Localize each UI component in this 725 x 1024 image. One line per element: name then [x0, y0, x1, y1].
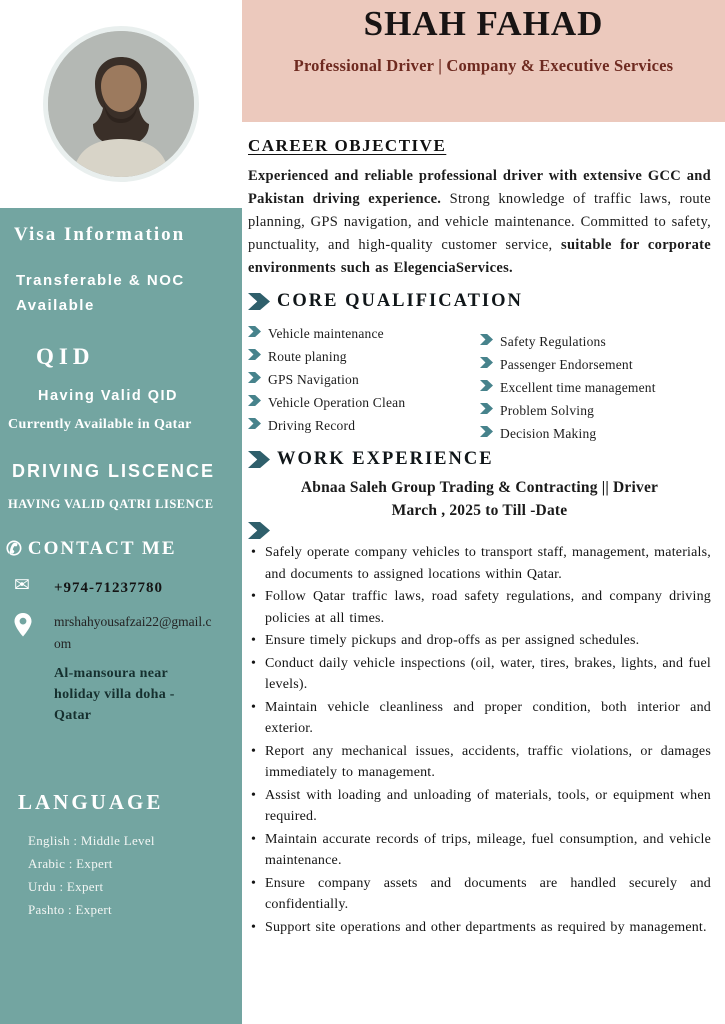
language-item: Arabic : Expert	[28, 856, 113, 871]
experience-bullet: • Assist with loading and unloading of materials, tools, or equipment when required.	[248, 785, 711, 828]
experience-bullet: • Report any mechanical issues, accidents, traffic violations, or damages immediately to management.	[248, 741, 711, 784]
core-left-column	[248, 322, 480, 445]
bullet-arrow-icon	[480, 357, 493, 368]
photo-box	[0, 0, 242, 208]
bullet-arrow-icon	[480, 426, 493, 437]
language-item: Urdu : Expert	[28, 879, 104, 894]
core-item-label: Route planing	[268, 349, 347, 364]
license-value: HAVING VALID QATRI LISENCE	[8, 497, 214, 511]
availability-note: Currently Available in Qatar	[8, 417, 192, 432]
person-subtitle: Professional Driver | Company & Executive Services	[293, 56, 674, 75]
bullet-arrow-icon	[480, 334, 493, 345]
email-address: mrshahyousafzai22@gmail.com	[54, 614, 212, 651]
core-right-column	[480, 322, 711, 445]
core-item	[248, 368, 480, 391]
core-item	[480, 353, 711, 376]
header	[242, 0, 725, 122]
visa-value: Transferable & NOC Available	[16, 272, 185, 314]
section-arrow-icon	[248, 293, 270, 310]
visa-section-title: Visa Information	[14, 224, 186, 245]
core-item-label: Driving Record	[268, 418, 356, 433]
language-section-title: LANGUAGE	[18, 790, 164, 814]
career-objective-text	[248, 165, 711, 280]
experience-bullet: • Follow Qatar traffic laws, road safety regulations, and company driving policies at all times.	[248, 586, 711, 629]
email-row	[0, 611, 242, 655]
qid-section-title: QID	[36, 344, 95, 369]
experience-bullet: • Safely operate company vehicles to transport staff, management, materials, and documents to assigned locations within Qatar.	[248, 542, 711, 585]
contact-section-title	[0, 538, 242, 560]
section-arrow-icon	[248, 522, 270, 539]
core-item	[248, 414, 480, 437]
license-section-title: DRIVING LISCENCE	[12, 461, 216, 481]
core-qualification-list	[248, 322, 711, 445]
phone-row	[0, 574, 242, 597]
experience-bullet: • Support site operations and other departments as required by management.	[248, 917, 711, 939]
experience-bullet: • Maintain vehicle cleanliness and proper condition, both interior and exterior.	[248, 697, 711, 740]
address: Al-mansoura near holiday villa doha -Qatar	[54, 666, 175, 723]
objective-body: Strong knowledge of traffic laws, route planning, GPS navigation, and vehicle maintenance. Committed to safety, punctuality, and high-quality customer service,	[248, 191, 711, 253]
main-content	[242, 122, 725, 1024]
experience-bullet: • Ensure company assets and documents are handled securely and confidentially.	[248, 873, 711, 916]
core-item-label: Problem Solving	[500, 403, 595, 418]
experience-bullet: • Conduct daily vehicle inspections (oil, water, tires, brakes, lights, and fuel levels).	[248, 653, 711, 696]
bullet-arrow-icon	[248, 326, 261, 337]
language-list	[0, 829, 242, 921]
objective-lead: Experienced and reliable professional driver with extensive GCC and Pakistan driving experience.	[248, 168, 711, 207]
experience-arrow-row	[248, 522, 711, 540]
core-qualification-heading	[248, 291, 711, 312]
contact-title-label: CONTACT ME	[27, 538, 177, 559]
objective-tail: suitable for corporate environments such as ElegenciaServices.	[248, 237, 711, 276]
core-item-label: Vehicle Operation Clean	[268, 395, 406, 410]
core-item	[248, 391, 480, 414]
phone-number: +974-71237780	[54, 580, 164, 596]
bullet-arrow-icon	[248, 395, 261, 406]
person-name: SHAH FAHAD	[363, 4, 604, 43]
bullet-arrow-icon	[248, 372, 261, 383]
bullet-arrow-icon	[480, 380, 493, 391]
phone-icon: ✆	[6, 538, 24, 560]
qid-value: Having Valid QID	[38, 388, 179, 404]
core-item-label: Passenger Endorsement	[500, 357, 633, 372]
sidebar-content	[0, 208, 242, 921]
core-item-label: Excellent time management	[500, 380, 656, 395]
experience-company: Abnaa Saleh Group Trading & Contracting || Driver	[300, 479, 659, 496]
experience-bullet: • Maintain accurate records of trips, mileage, fuel consumption, and vehicle maintenance.	[248, 829, 711, 872]
career-objective-title: CAREER OBJECTIVE	[248, 136, 447, 155]
core-item	[248, 345, 480, 368]
envelope-icon: ✉	[14, 575, 30, 596]
profile-photo	[43, 26, 199, 182]
core-item	[480, 399, 711, 422]
work-experience-title: WORK EXPERIENCE	[277, 449, 494, 469]
bullet-arrow-icon	[248, 418, 261, 429]
core-item	[480, 422, 711, 445]
bullet-arrow-icon	[480, 403, 493, 414]
language-item: Pashto : Expert	[28, 902, 112, 917]
bullet-arrow-icon	[248, 349, 261, 360]
location-pin-icon	[14, 611, 54, 655]
core-item-label: Decision Making	[500, 426, 597, 441]
core-item-label: Vehicle maintenance	[268, 326, 384, 341]
core-item-label: Safety Regulations	[500, 334, 606, 349]
work-experience-heading	[248, 449, 711, 470]
core-item-label: GPS Navigation	[268, 372, 359, 387]
experience-bullet-list	[248, 542, 711, 938]
experience-bullet: • Ensure timely pickups and drop-offs as per assigned schedules.	[248, 630, 711, 652]
section-arrow-icon	[248, 451, 270, 468]
core-item	[248, 322, 480, 345]
core-qualification-title: CORE QUALIFICATION	[277, 291, 523, 311]
experience-dates: March , 2025 to Till -Date	[391, 502, 568, 519]
core-item	[480, 376, 711, 399]
core-item	[480, 330, 711, 353]
language-item: English : Middle Level	[28, 833, 155, 848]
